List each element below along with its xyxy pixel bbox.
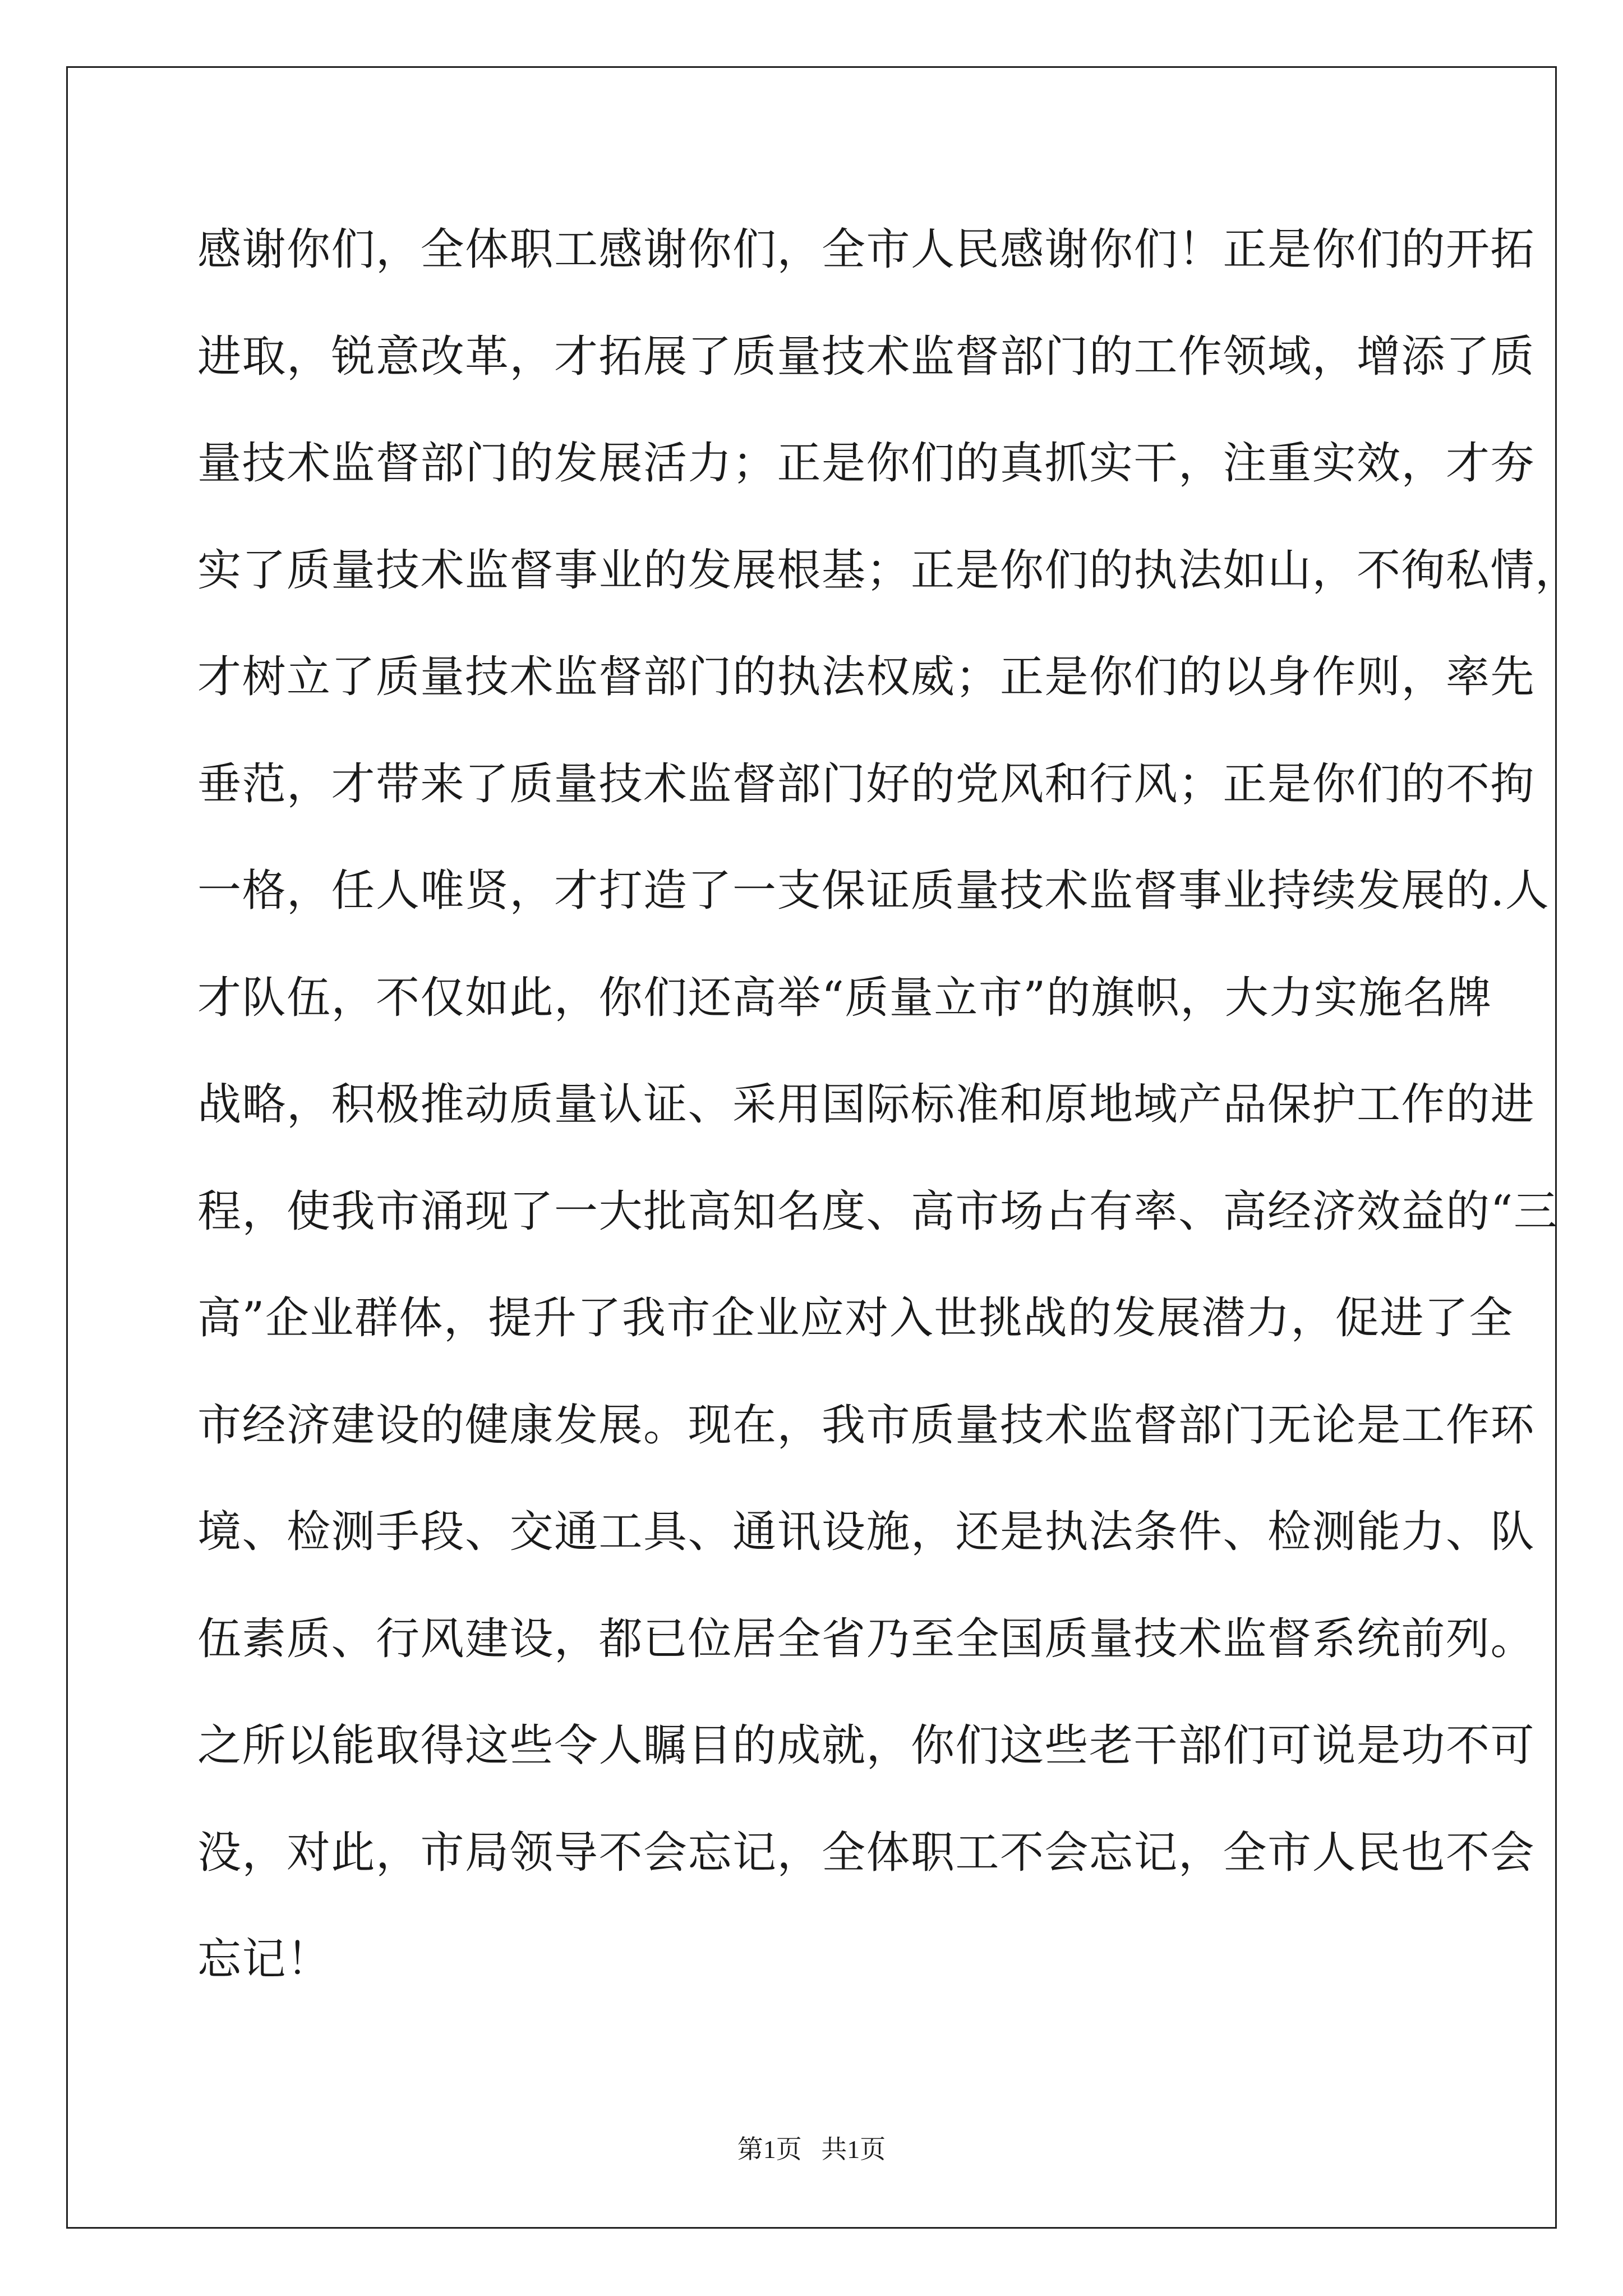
text-line: 进取，锐意改革，才拓展了质量技术监督部门的工作领域，增添了质 (197, 331, 1536, 382)
text-line: 才树立了质量技术监督部门的执法权威；正是你们的以身作则，率先 (197, 652, 1536, 702)
text-line: 战略，积极推动质量认证、采用国际标准和原地域产品保护工作的进 (197, 1079, 1536, 1130)
text-line: 忘记！ (197, 1934, 331, 1985)
text-line: 之所以能取得这些令人瞩目的成就，你们这些老干部们可说是功不可 (197, 1720, 1536, 1771)
page-footer: 第1页 共1页 (737, 2135, 886, 2164)
text-line: 才队伍，不仅如此，你们还高举“质量立市”的旗帜，大力实施名牌 (197, 972, 1492, 1023)
text-line: 实了质量技术监督事业的发展根基；正是你们的执法如山，不徇私情， (197, 545, 1580, 596)
text-line: 程，使我市涌现了一大批高知名度、高市场占有率、高经济效益的“三 (197, 1186, 1559, 1237)
text-line: 高”企业群体，提升了我市企业应对入世挑战的发展潜力，促进了全 (197, 1293, 1514, 1343)
text-line: 市经济建设的健康发展。现在，我市质量技术监督部门无论是工作环 (197, 1400, 1536, 1451)
text-line: 垂范，才带来了质量技术监督部门好的党风和行风；正是你们的不拘 (197, 758, 1536, 809)
text-line: 感谢你们，全体职工感谢你们，全市人民感谢你们！正是你们的开拓 (197, 224, 1536, 275)
text-line: 伍素质、行风建设，都已位居全省乃至全国质量技术监督系统前列。 (197, 1613, 1536, 1664)
document-body (197, 202, 1580, 2019)
text-line: 境、检测手段、交通工具、通讯设施，还是执法条件、检测能力、队 (197, 1507, 1536, 1557)
text-line: 一格，任人唯贤，才打造了一支保证质量技术监督事业持续发展的.人 (197, 866, 1550, 916)
text-line: 量技术监督部门的发展活力；正是你们的真抓实干，注重实效，才夯 (197, 438, 1536, 489)
text-line: 没，对此，市局领导不会忘记，全体职工不会忘记，全市人民也不会 (197, 1827, 1536, 1878)
